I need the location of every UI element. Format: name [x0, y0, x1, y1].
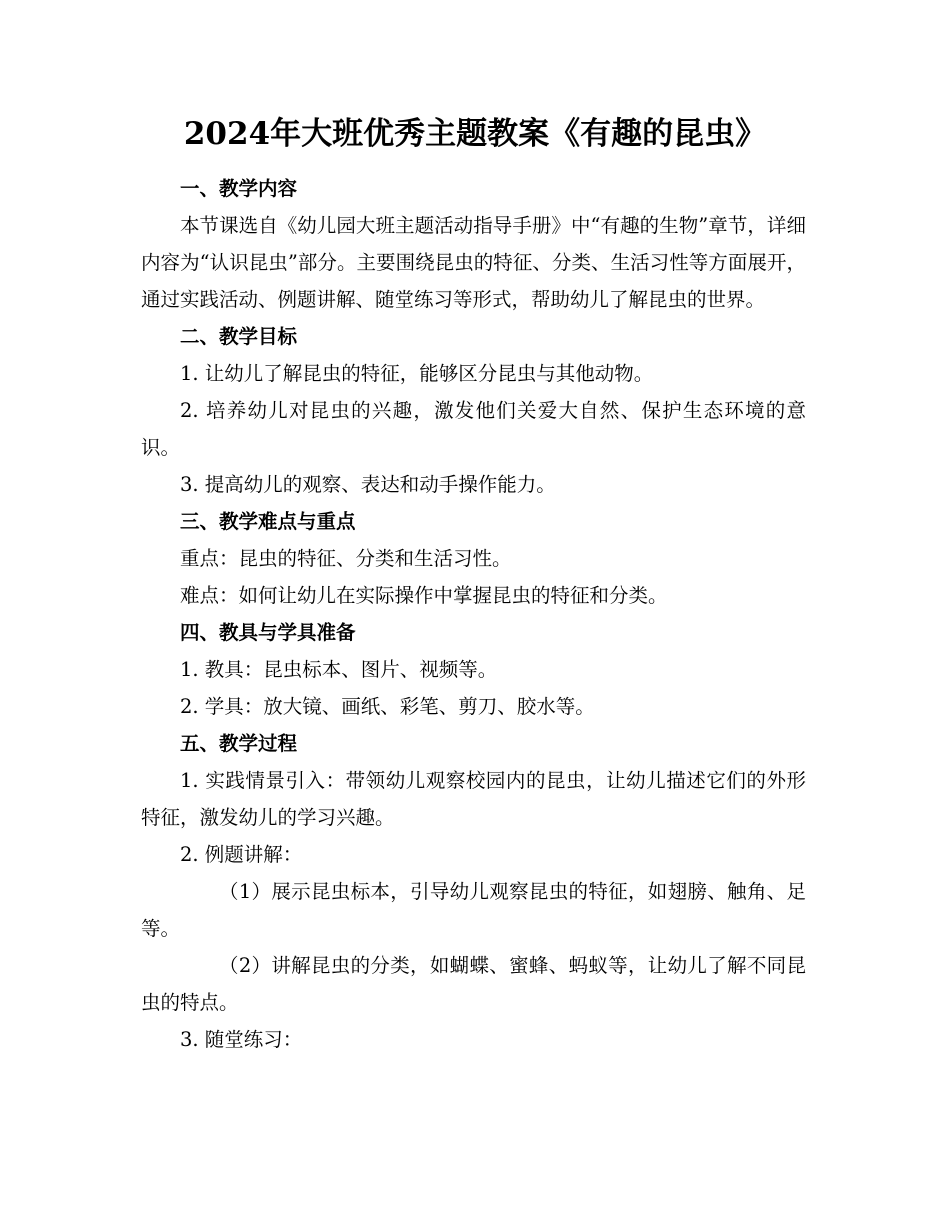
section-heading-process: 五、教学过程 [180, 732, 298, 755]
process-substep-1: （1）展示昆虫标本，引导幼儿观察昆虫的特征，如翅膀、触角、足等。 [141, 880, 806, 940]
section-heading-teaching-goals: 二、教学目标 [180, 325, 298, 348]
section-heading-materials: 四、教具与学具准备 [180, 621, 356, 644]
materials-student: 2. 学具：放大镜、画纸、彩笔、剪刀、胶水等。 [180, 695, 595, 718]
process-step-3: 3. 随堂练习： [180, 1028, 303, 1051]
section-paragraph-teaching-content: 本节课选自《幼儿园大班主题活动指导手册》中“有趣的生物”章节，详细内容为“认识昆虫”部分。主要围绕昆虫的特征、分类、生活习性等方面展开，通过实践活动、例题讲解、随堂练习等形式，帮助幼儿了解昆虫的世界。 [141, 214, 806, 311]
process-substep-2: （2）讲解昆虫的分类，如蝴蝶、蜜蜂、蚂蚁等，让幼儿了解不同昆虫的特点。 [141, 954, 806, 1014]
goal-item-3: 3. 提高幼儿的观察、表达和动手操作能力。 [180, 473, 556, 496]
process-step-2: 2. 例题讲解： [180, 843, 303, 866]
goal-item-2: 2. 培养幼儿对昆虫的兴趣，激发他们关爱大自然、保护生态环境的意识。 [141, 399, 806, 459]
document-body [141, 170, 806, 1058]
materials-teacher: 1. 教具：昆虫标本、图片、视频等。 [180, 658, 498, 681]
section-heading-key-points: 三、教学难点与重点 [180, 510, 356, 533]
key-point-difficulty: 难点：如何让幼儿在实际操作中掌握昆虫的特征和分类。 [180, 584, 668, 607]
document-title: 2024年大班优秀主题教案《有趣的昆虫》 [183, 116, 767, 152]
section-heading-teaching-content: 一、教学内容 [180, 177, 298, 200]
goal-item-1: 1. 让幼儿了解昆虫的特征，能够区分昆虫与其他动物。 [180, 362, 654, 385]
process-step-1: 1. 实践情景引入：带领幼儿观察校园内的昆虫，让幼儿描述它们的外形特征，激发幼儿的学习兴趣。 [141, 769, 806, 829]
key-point-focus: 重点：昆虫的特征、分类和生活习性。 [180, 547, 512, 570]
